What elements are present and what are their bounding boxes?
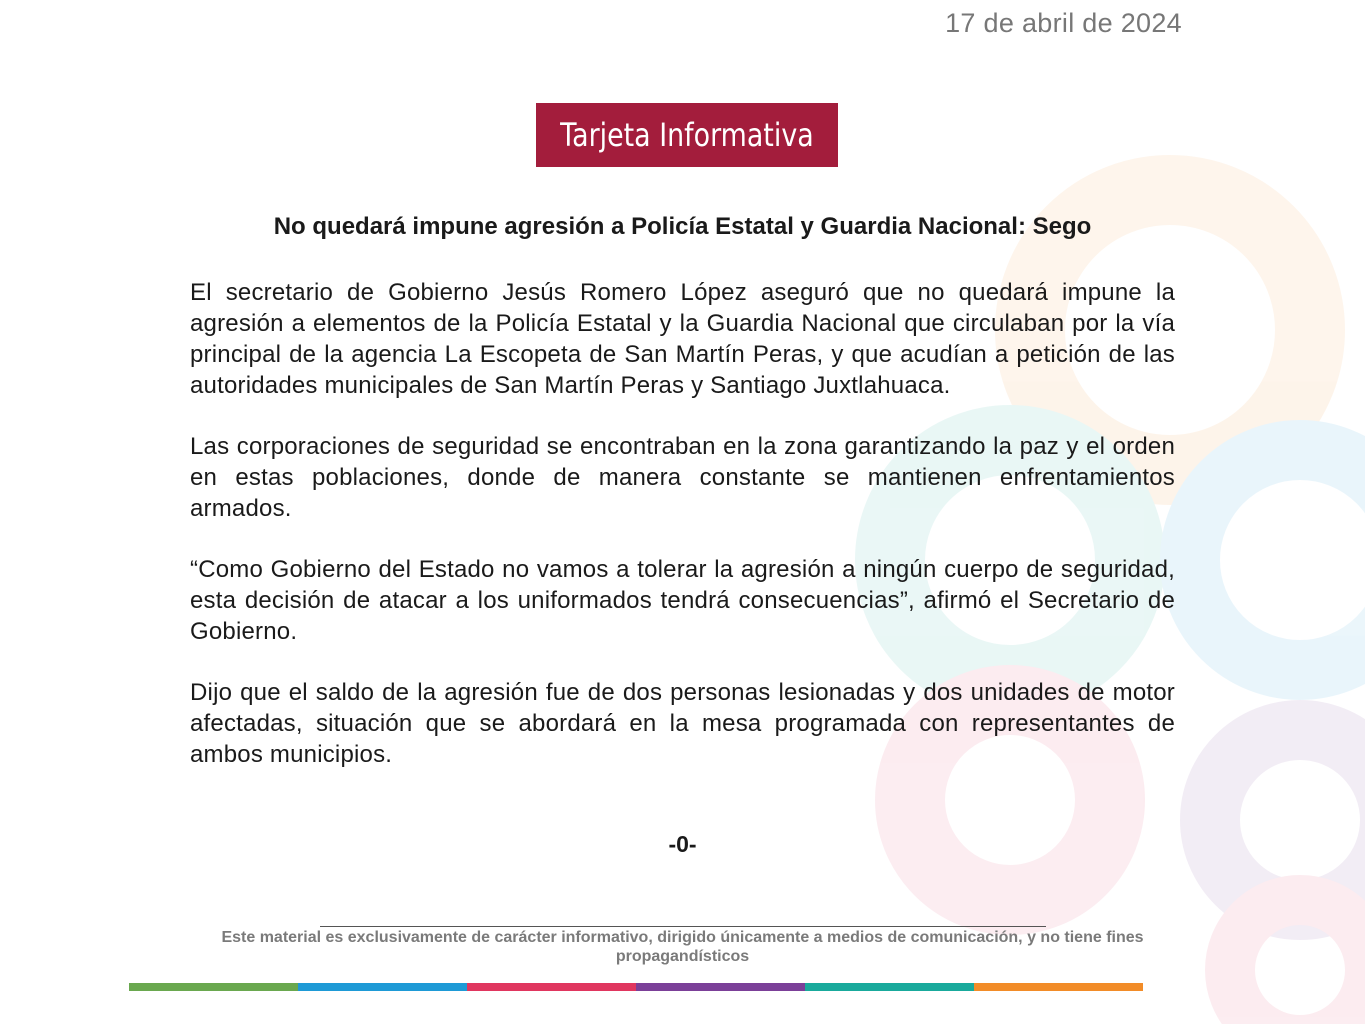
color-bar-segment — [298, 983, 467, 991]
end-mark: -0- — [668, 831, 697, 857]
color-bar-segment — [467, 983, 636, 991]
color-bar-segment — [636, 983, 805, 991]
color-bar-segment — [805, 983, 974, 991]
footer-divider — [320, 926, 1046, 927]
color-bar-segment — [129, 983, 298, 991]
document-date: 17 de abril de 2024 — [945, 8, 1182, 38]
tarjeta-informativa-banner — [536, 103, 838, 167]
paragraph: Las corporaciones de seguridad se encontraban en la zona garantizando la paz y el orden en estas poblaciones, donde de manera constante se mantienen enfrentamientos armados. — [190, 433, 1175, 522]
paragraph: Dijo que el saldo de la agresión fue de dos personas lesionadas y dos unidades de motor afectadas, situación que se abordará en la mesa programada con representantes de ambos municipios. — [190, 679, 1175, 768]
color-bar-segment — [974, 983, 1143, 991]
paragraph: El secretario de Gobierno Jesús Romero López aseguró que no quedará impune la agresión a elementos de la Policía Estatal y la Guardia Nacional que circulaban por la vía principal de la agencia La Escopeta de San Martín Peras, y que acudían a petición de las autoridades municipales de San Martín Peras y Santiago Juxtlahuaca. — [190, 279, 1175, 399]
footer-disclaimer: Este material es exclusivamente de carácter informativo, dirigido únicamente a medios de comunicación, y no tiene fines propagandísticos — [221, 929, 1144, 965]
banner-label: Tarjeta Informativa — [560, 116, 814, 154]
footer-color-bar — [129, 983, 1143, 991]
article-title: No quedará impune agresión a Policía Estatal y Guardia Nacional: Sego — [273, 213, 1092, 240]
paragraph: “Como Gobierno del Estado no vamos a tolerar la agresión a ningún cuerpo de seguridad, esta decisión de atacar a los uniformados tendrá consecuencias”, afirmó el Secretario de Gobierno. — [190, 556, 1175, 645]
article-body — [190, 277, 1175, 800]
